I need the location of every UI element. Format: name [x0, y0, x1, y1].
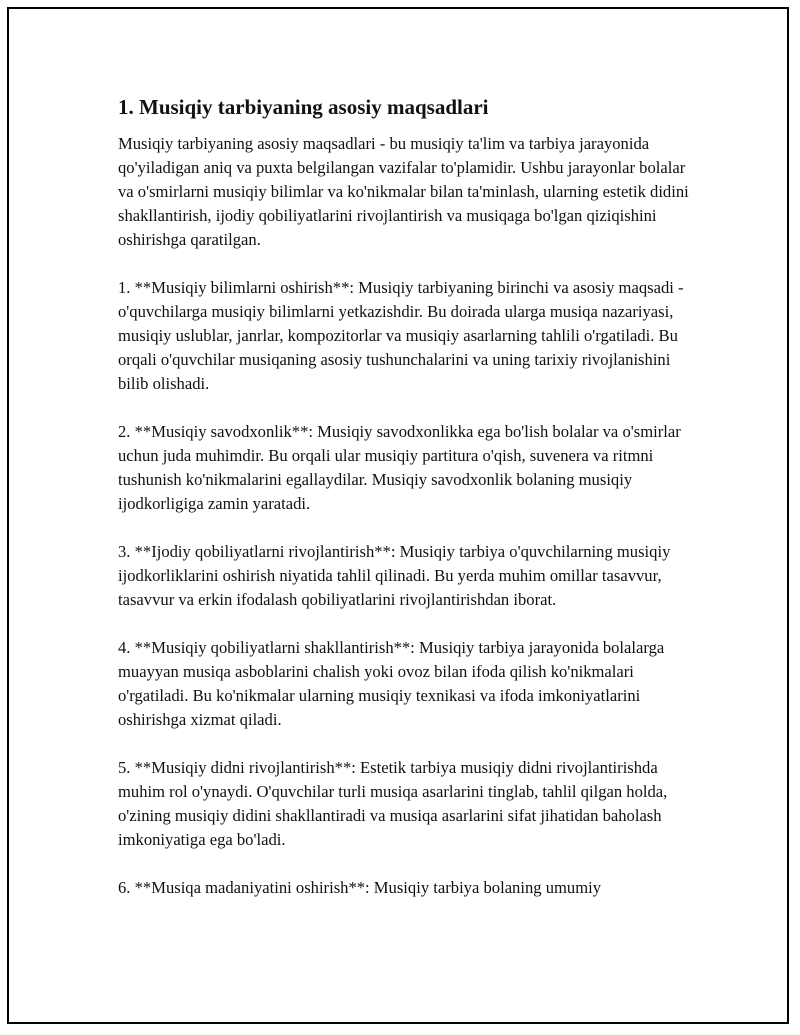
document-body — [118, 94, 698, 924]
point-1-paragraph: 1. **Musiqiy bilimlarni oshirish**: Musiqiy tarbiyaning birinchi va asosiy maqsadi - o'quvchilarga musiqiy bilimlarni yetkazishdir. Bu doirada ularga musiqa nazariyasi, musiqiy uslublar, janrlar, kompozitorlar va musiqiy asarlarning tahlili o'rgatiladi. Bu orqali o'quvchilar musiqaning asosiy tushunchalarini va uning tarixiy rivojlanishini bilib olishadi. — [118, 278, 684, 393]
intro-paragraph: Musiqiy tarbiyaning asosiy maqsadlari - bu musiqiy ta'lim va tarbiya jarayonida qo'yiladigan aniq va puxta belgilangan vazifalar to'plamidir. Ushbu jarayonlar bolalar va o'smirlarni musiqiy bilimlar va ko'nikmalar bilan ta'minlash, ularning estetik didini shakllantirish, ijodiy qobiliyatlarini rivojlantirish va musiqaga bo'lgan qiziqishini oshirishga qaratilgan. — [118, 134, 689, 249]
point-3-paragraph: 3. **Ijodiy qobiliyatlarni rivojlantirish**: Musiqiy tarbiya o'quvchilarning musiqiy ijodkorliklarini oshirish niyatida tahlil qilinadi. Bu yerda muhim omillar tasavvur, tasavvur va erkin ifodalash qobiliyatlarini rivojlantirishdan iborat. — [118, 542, 671, 609]
point-5-paragraph: 5. **Musiqiy didni rivojlantirish**: Estetik tarbiya musiqiy didni rivojlantirishda muhim rol o'ynaydi. O'quvchilar turli musiqa asarlarini tinglab, tahlil qilgan holda, o'zining musiqiy didini shakllantiradi va musiqa asarlarini sifat jihatidan baholash imkoniyatiga ega bo'ladi. — [118, 758, 668, 849]
point-4-paragraph: 4. **Musiqiy qobiliyatlarni shakllantirish**: Musiqiy tarbiya jarayonida bolalarga muayyan musiqa asboblarini chalish yoki ovoz bilan ifoda qilish ko'nikmalari o'rgatiladi. Bu ko'nikmalar ularning musiqiy texnikasi va ifoda imkoniyatlarini oshirishga xizmat qiladi. — [118, 638, 665, 729]
point-6-paragraph: 6. **Musiqa madaniyatini oshirish**: Musiqiy tarbiya bolaning umumiy — [118, 878, 602, 897]
point-2-paragraph: 2. **Musiqiy savodxonlik**: Musiqiy savodxonlikka ega bo'lish bolalar va o'smirlar uchun juda muhimdir. Bu orqali ular musiqiy partitura o'qish, suvenera va ritmni tushunish ko'nikmalarini egallaydilar. Musiqiy savodxonlik bolaning musiqiy ijodkorligiga zamin yaratadi. — [118, 422, 681, 513]
section-heading: 1. Musiqiy tarbiyaning asosiy maqsadlari — [118, 95, 489, 119]
